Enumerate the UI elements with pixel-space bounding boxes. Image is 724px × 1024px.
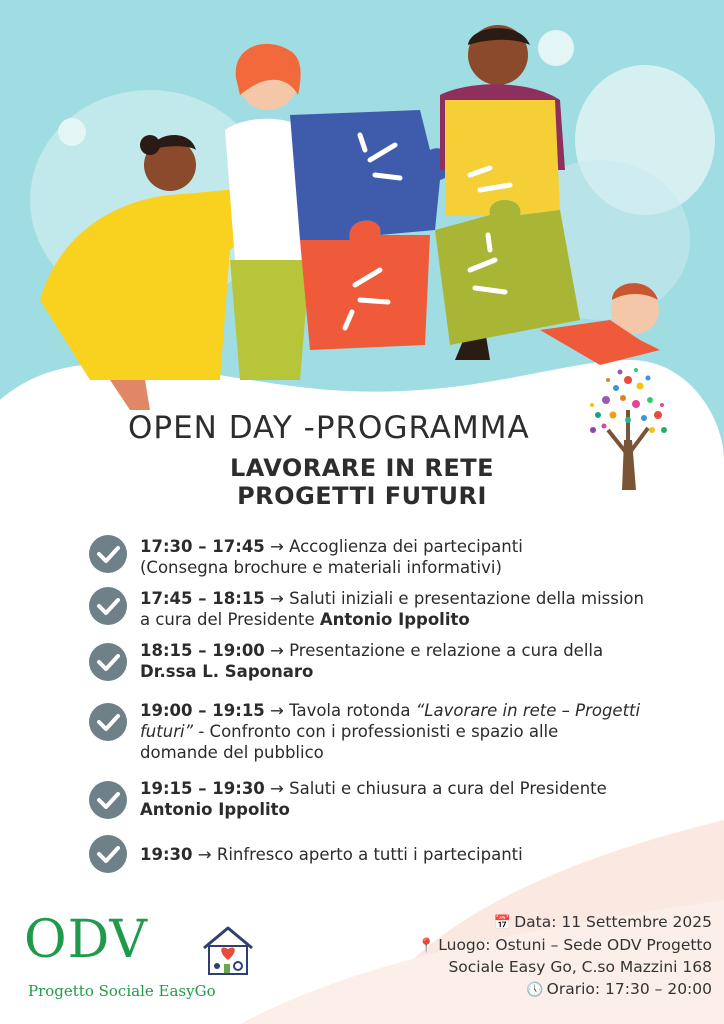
program-description-line-2: a cura del Presidente (140, 610, 320, 629)
arrow-glyph: → (264, 779, 290, 798)
program-description: Presentazione e relazione a cura della (289, 641, 604, 660)
speaker-name: Dr.ssa L. Saponaro (140, 662, 314, 681)
event-time (372, 979, 712, 1002)
calendar-icon: 📅 (493, 915, 512, 931)
program-item-text (140, 700, 700, 763)
subtitle-line-2: PROGETTI FUTURI (237, 482, 487, 510)
program-description: Rinfresco aperto a tutti i partecipanti (216, 845, 523, 864)
program-time: 19:30 (140, 845, 193, 864)
program-item-text (140, 778, 700, 820)
arrow-glyph: → (264, 537, 290, 556)
check-circle-icon (88, 642, 128, 682)
program-description: Saluti iniziali e presentazione della mission (289, 589, 644, 608)
speaker-name: Antonio Ippolito (319, 610, 470, 629)
program-time: 19:15 – 19:30 (140, 779, 265, 798)
round-table-title: “Lavorare in rete – Progetti (415, 701, 641, 720)
program-item-text (140, 844, 700, 865)
program-time: 18:15 – 19:00 (140, 641, 265, 660)
round-table-title-end: futuri” (140, 722, 194, 741)
logo-subtitle: Progetto Sociale EasyGo (28, 982, 216, 1000)
event-info (372, 912, 712, 1001)
location-pin-icon: 📍 (417, 937, 436, 954)
check-circle-icon (88, 702, 128, 742)
arrow-glyph: → (264, 589, 290, 608)
check-circle-icon (88, 834, 128, 874)
program-time: 17:45 – 18:15 (140, 589, 265, 608)
event-date-text: Data: 11 Settembre 2025 (514, 913, 712, 931)
event-place-line-2: Sociale Easy Go, C.so Mazzini 168 (448, 958, 712, 976)
page-title: OPEN DAY -PROGRAMMA (128, 410, 530, 446)
program-description-line-2: - Confronto con i professionisti e spazio alle (193, 722, 559, 741)
arrow-glyph: → (192, 845, 217, 864)
program-description: Accoglienza dei partecipanti (289, 537, 523, 556)
program-description: Tavola rotonda (289, 701, 416, 720)
program-item-text (140, 536, 700, 578)
house-logo-icon (200, 922, 256, 978)
program-item-text (140, 640, 700, 682)
program-description-line-3: domande del pubblico (140, 743, 324, 762)
event-place-line-1: Luogo: Ostuni – Sede ODV Progetto (438, 935, 712, 954)
odv-logo (24, 910, 244, 1010)
arrow-glyph: → (264, 641, 290, 660)
check-circle-icon (88, 780, 128, 820)
arrow-glyph: → (264, 701, 290, 720)
program-time: 17:30 – 17:45 (140, 537, 265, 556)
clock-icon: 🕔 (526, 981, 544, 998)
subtitle-line-1: LAVORARE IN RETE (229, 454, 495, 482)
program-description: Saluti e chiusura a cura del Presidente (289, 779, 607, 798)
program-item-text (140, 588, 700, 630)
event-date (372, 912, 712, 935)
check-circle-icon (88, 586, 128, 626)
speaker-name: Antonio Ippolito (140, 800, 290, 819)
logo-name: ODV (24, 910, 148, 970)
event-place (372, 935, 712, 958)
check-circle-icon (88, 534, 128, 574)
event-time-text: Orario: 17:30 – 20:00 (546, 979, 712, 998)
program-time: 19:00 – 19:15 (140, 701, 265, 720)
program-description-line-2: (Consegna brochure e materiali informativi) (140, 558, 502, 577)
